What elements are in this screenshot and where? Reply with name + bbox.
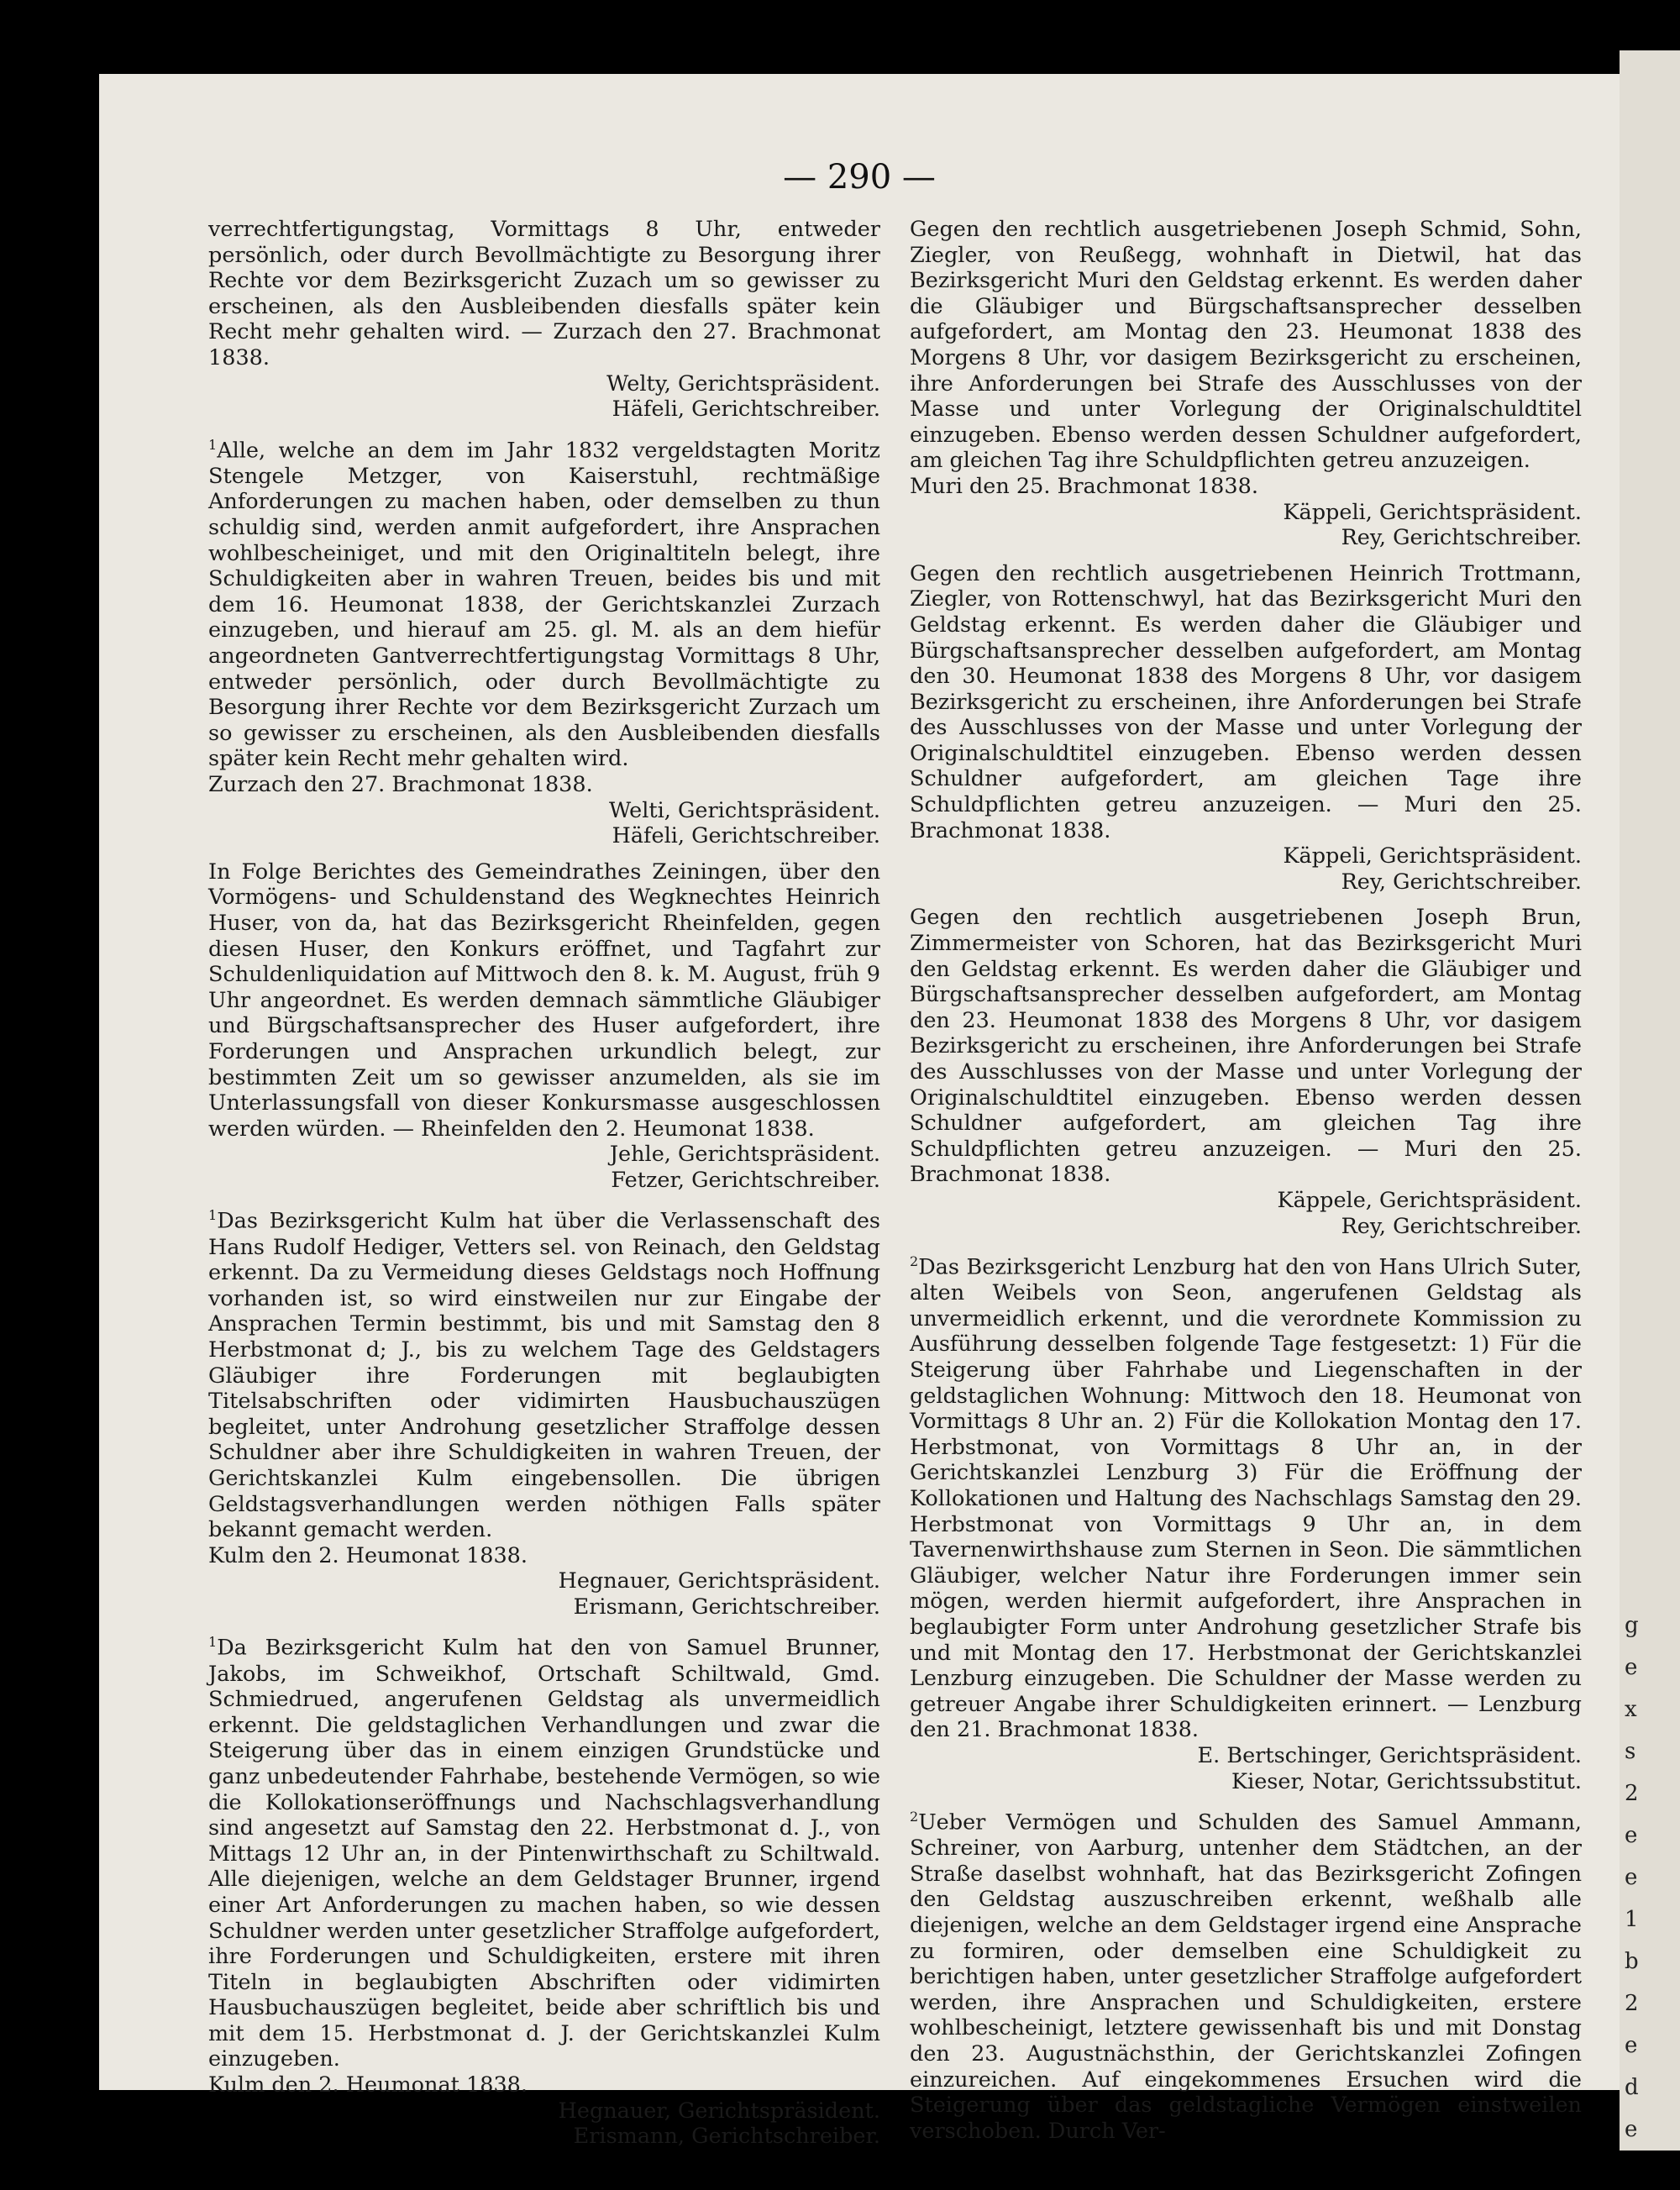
signature: Fetzer, Gerichtschreiber.	[611, 1167, 880, 1193]
right-column	[910, 217, 1582, 2154]
notice	[208, 1630, 880, 2149]
edge-fragment: 2	[1625, 1991, 1639, 2016]
notice	[208, 217, 880, 423]
signature: Rey, Gerichtschreiber.	[1341, 1213, 1582, 1239]
edge-fragment: e	[1625, 1823, 1638, 1848]
signature: Rey, Gerichtschreiber.	[1341, 869, 1582, 895]
notice-text: $^1$Da Bezirksgericht Kulm hat den von Samuel Brunner, Jakobs, im Schweikhof, Ortschaft Schiltwald, Gmd. Schmiedrued, angerufenen Geldstag als unvermeidlich erkennt. Die geldstaglichen Verhandlungen und zwar die Steigerung über das in einem einzigen Grundstücke und ganz unbedeutender Fahrhabe, bestehende Vermögen, so wie die Kollokationseröffnungs und Nachschlagsverhandlung sind angesetzt auf Samstag den 22. Herbstmonat d. J., von Mittags 12 Uhr an, in der Pintenwirthschaft zu Schiltwald. Alle diejenigen, welche an dem Geldstager Brunner, irgend einer Art Anforderungen zu machen haben, so wie dessen Schuldner werden unter gesetzlicher Straffolge aufgefordert, ihre Forderungen und Schuldigkeiten, erstere mit ihren Titeln in beglaubigten Abschriften oder vidimirten Hausbuchauszügen begleitet, beide aber schriftlich bis und mit dem 15. Herbstmonat d. J. der Gerichtskanzlei Kulm einzugeben.	[208, 1634, 880, 2072]
dateline: Kulm den 2. Heumonat 1838.	[208, 1542, 528, 1568]
notice	[910, 905, 1582, 1239]
notice-text: Gegen den rechtlich ausgetriebenen Heinrich Trottmann, Ziegler, von Rottenschwyl, hat das Bezirksgericht Muri den Geldstag erkennt. Es werden daher die Gläubiger und Bürgschaftsansprecher desselben aufgefordert, am Montag den 30. Heumonat 1838 des Morgens 8 Uhr, vor dasigem Bezirksgericht zu erscheinen, ihre Anforderungen bei Strafe des Ausschlusses von der Masse und unter Vorlegung der Originalschuldtitel einzugeben. Ebenso werden dessen Schuldner aufgefordert, am gleichen Tage ihre Schuldpflichten getreu anzuzeigen. — Muri den 25. Brachmonat 1838.	[910, 560, 1582, 843]
adjacent-page-edge	[1620, 50, 1680, 2151]
notice	[910, 561, 1582, 895]
notice-text: In Folge Berichtes des Gemeindrathes Zeiningen, über den Vormögens- und Schuldenstand des Wegknechtes Heinrich Huser, von da, hat das Bezirksgericht Rheinfelden, gegen diesen Huser, den Konkurs eröffnet, und Tagfahrt zur Schuldenliquidation auf Mittwoch den 8. k. M. August, früh 9 Uhr angeordnet. Es werden demnach sämmtliche Gläubiger und Bürgschaftsansprecher des Huser aufgefordert, ihre Forderungen und Ansprachen urkundlich belegt, zur bestimmten Zeit um so gewisser anzumelden, als sie im Unterlassungsfall von dieser Konkursmasse ausgeschlossen werden würden. — Rheinfelden den 2. Heumonat 1838.	[208, 859, 880, 1142]
page-number: — 290 —	[783, 158, 936, 197]
notice-text: $^2$Das Bezirksgericht Lenzburg hat den von Hans Ulrich Suter, alten Weibels von Seon, angerufenen Geldstag als unvermeidlich erkennt, und die verordnete Kommission zu Ausführung desselben folgende Tage festgesetzt: 1) Für die Steigerung über Fahrhabe und Liegenschaften in der geldstaglichen Wohnung: Mittwoch den 18. Heumonat von Vormittags 8 Uhr an. 2) Für die Kollokation Montag den 17. Herbstmonat, von Vormittags 8 Uhr an, in der Gerichtskanzlei Lenzburg 3) Für die Eröffnung der Kollokationen und Haltung des Nachschlags Samstag den 29. Herbstmonat von Vormittags 9 Uhr an, in dem Tavernenwirthshause zum Sternen in Seon. Die sämmtlichen Gläubiger, welcher Natur ihre Forderungen immer sein mögen, werden hiermit aufgefordert, ihre Ansprachen in beglaubigter Form unter Androhung gesetzlicher Strafe bis und mit Montag den 17. Herbstmonat der Gerichtskanzlei Lenzburg einzugeben. Die Schuldner der Masse werden zu getreuer Angabe ihrer Schuldigkeiten erinnert. — Lenzburg den 21. Brachmonat 1838.	[910, 1253, 1582, 1743]
edge-fragment: 1	[1625, 1907, 1639, 1932]
notice	[910, 1804, 1582, 2144]
signature: Welti, Gerichtspräsident.	[609, 797, 880, 823]
footnote-marker: 1	[208, 1207, 218, 1224]
signature: Erismann, Gerichtschreiber.	[573, 1594, 880, 1620]
edge-fragment: e	[1625, 2033, 1638, 2058]
signature: Rey, Gerichtschreiber.	[1341, 525, 1582, 551]
dateline: Muri den 25. Brachmonat 1838.	[910, 473, 1258, 499]
notice	[208, 859, 880, 1194]
edge-fragment: g	[1625, 1613, 1639, 1638]
signature: Käppeli, Gerichtspräsident.	[1283, 499, 1582, 525]
edge-fragment: e	[1625, 1655, 1638, 1680]
signature: Kieser, Notar, Gerichtssubstitut.	[1231, 1768, 1582, 1794]
signature: Käppele, Gerichtspräsident.	[1277, 1187, 1582, 1213]
edge-fragment: e	[1625, 1865, 1638, 1890]
notice	[208, 1203, 880, 1620]
edge-fragment: 2	[1625, 1781, 1639, 1806]
signature: Häfeli, Gerichtschreiber.	[612, 823, 880, 849]
signature: Häfeli, Gerichtschreiber.	[612, 397, 880, 423]
signature: Jehle, Gerichtspräsident.	[609, 1142, 880, 1168]
left-column	[208, 217, 880, 2160]
edge-fragment: d	[1625, 2075, 1639, 2100]
signature: Erismann, Gerichtschreiber.	[573, 2124, 880, 2150]
edge-fragment: s	[1625, 1739, 1636, 1764]
edge-fragment: e	[1625, 2117, 1638, 2142]
notice	[208, 433, 880, 849]
newspaper-page	[99, 74, 1620, 2150]
edge-fragment: b	[1625, 1949, 1639, 1974]
dateline: Kulm den 2. Heumonat 1838.	[208, 2072, 528, 2098]
footnote-marker: 1	[208, 436, 218, 453]
footnote-marker: 2	[910, 1809, 919, 1825]
footnote-marker: 1	[208, 1634, 218, 1651]
footnote-marker: 2	[910, 1253, 919, 1270]
dateline: Zurzach den 27. Brachmonat 1838.	[208, 771, 593, 797]
signature: Welty, Gerichtspräsident.	[606, 370, 880, 397]
notice-text: Gegen den rechtlich ausgetriebenen Joseph Brun, Zimmermeister von Schoren, hat das Bezirksgericht Muri den Geldstag erkennt. Es werden daher die Gläubiger und Bürgschaftsansprecher desselben aufgefordert, am Montag den 23. Heumonat 1838 des Morgens 8 Uhr, vor dasigem Bezirksgericht zu erscheinen, ihre Anforderungen bei Strafe des Ausschlusses von der Masse und unter Vorlegung der Originalschuldtitel einzugeben. Ebenso werden dessen Schuldner aufgefordert, am gleichen Tag ihre Schuldpflichten getreu anzuzeigen. — Muri den 25. Brachmonat 1838.	[910, 905, 1582, 1188]
notice-text: $^2$Ueber Vermögen und Schulden des Samuel Ammann, Schreiner, von Aarburg, untenher dem Städtchen, an der Straße daselbst wohnhaft, hat das Bezirksgericht Zofingen den Geldstag auszuschreiben erkennt, weßhalb alle diejenigen, welche an dem Geldstager irgend eine Ansprache zu formiren, oder demselben eine Schuldigkeit zu berichtigen haben, unter gesetzlicher Straffolge aufgefordert werden, ihre Ansprachen und Schuldigkeiten, erstere wohlbescheinigt, letztere gewissenhaft bis und mit Donstag den 23. Augustnächsthin, der Gerichtskanzlei Zofingen einzureichen. Auf eingekommenes Ersuchen wird die Steigerung über das geldstagliche Vermögen einstweilen verschoben. Durch Ver-	[910, 1809, 1582, 2144]
notice-text: $^1$Alle, welche an dem im Jahr 1832 vergeldstagten Moritz Stengele Metzger, von Kaiserstuhl, rechtmäßige Anforderungen zu machen haben, oder demselben zu thun schuldig sind, werden anmit aufgefordert, ihre Ansprachen wohlbescheiniget, und mit den Originaltiteln belegt, ihre Schuldigkeiten aber in wahren Treuen, beides bis und mit dem 16. Heumonat 1838, der Gerichtskanzlei Zurzach einzugeben, und hierauf am 25. gl. M. als an dem hiefür angeordneten Gantverrechtfertigungstag Vormittags 8 Uhr, entweder persönlich, oder durch Bevollmächtigte zu Besorgung ihrer Rechte vor dem Bezirksgericht Zurzach um so gewisser zu erscheinen, als den Ausbleibenden diesfalls später kein Recht mehr gehalten wird.	[208, 436, 880, 772]
notice	[910, 217, 1582, 551]
signature: Käppeli, Gerichtspräsident.	[1283, 843, 1582, 869]
notice-text: verrechtfertigungstag, Vormittags 8 Uhr, entweder persönlich, oder durch Bevollmächtigte zu Besorgung ihrer Rechte vor dem Bezirksgericht Zuzach um so gewisser zu erscheinen, als den Ausbleibenden diesfalls später kein Recht mehr gehalten wird. — Zurzach den 27. Brachmonat 1838.	[208, 217, 880, 370]
signature: Hegnauer, Gerichtspräsident.	[558, 1568, 880, 1594]
signature: E. Bertschinger, Gerichtspräsident.	[1197, 1742, 1582, 1768]
signature: Hegnauer, Gerichtspräsident.	[558, 2098, 880, 2124]
notice-text: Gegen den rechtlich ausgetriebenen Joseph Schmid, Sohn, Ziegler, von Reußegg, wohnhaft in Dietwil, hat das Bezirksgericht Muri den Geldstag erkennt. Es werden daher die Gläubiger und Bürgschaftsansprecher desselben aufgefordert, am Montag den 23. Heumonat 1838 des Morgens 8 Uhr, vor dasigem Bezirksgericht zu erscheinen, ihre Anforderungen bei Strafe des Ausschlusses von der Masse und unter Vorlegung der Originalschuldtitel einzugeben. Ebenso werden dessen Schuldner aufgefordert, am gleichen Tag ihre Schuldpflichten getreu anzuzeigen.	[910, 217, 1582, 474]
notice	[910, 1249, 1582, 1794]
edge-fragment: x	[1625, 1697, 1637, 1722]
notice-text: $^1$Das Bezirksgericht Kulm hat über die Verlassenschaft des Hans Rudolf Hediger, Vetters sel. von Reinach, den Geldstag erkennt. Da zu Vermeidung dieses Geldstags noch Hoffnung vorhanden ist, so wird einstweilen nur zur Eingabe der Ansprachen Termin bestimmt, bis und mit Samstag den 8 Herbstmonat d; J., bis zu welchem Tage des Geldstagers Gläubiger ihre Forderungen mit beglaubigten Titelsabschriften oder vidimirten Hausbuchauszügen begleitet, unter Androhung gesetzlicher Straffolge dessen Schuldner aber ihre Schuldigkeiten in wahren Treuen, der Gerichtskanzlei Kulm eingebensollen. Die übrigen Geldstagsverhandlungen werden nöthigen Falls später bekannt gemacht werden.	[208, 1207, 880, 1543]
